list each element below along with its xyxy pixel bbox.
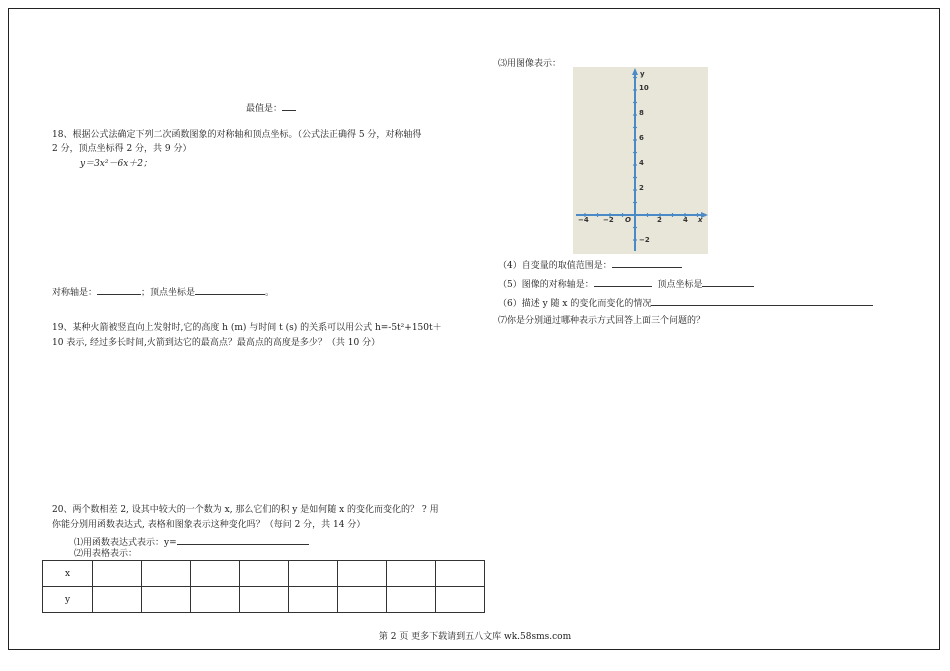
y-axis-arrow-icon — [632, 68, 638, 75]
q18-vertex-blank[interactable] — [195, 285, 265, 295]
table-row — [43, 561, 485, 587]
y-tick-label: 2 — [639, 184, 644, 192]
graph-svg — [573, 67, 708, 254]
y-tick-label: 4 — [639, 159, 644, 167]
x-tick-label: 2 — [657, 216, 662, 224]
q18-text-line2: 2 分，顶点坐标得 2 分，共 9 分） — [52, 144, 192, 154]
q20-sub6-blank[interactable] — [651, 296, 873, 306]
q20-sub5-vertex-blank[interactable] — [702, 277, 754, 287]
y-tick-label: −2 — [639, 236, 650, 244]
x-tick-label: −4 — [578, 216, 589, 224]
q20-sub4-line — [498, 258, 682, 272]
q20-text-line1: 20、两个数相差 2, 设其中较大的一个数为 x, 那么它们的积 y 是如何随 x 的变化而变化的？ ? 用 — [52, 505, 439, 515]
table-header-x: x — [43, 561, 93, 587]
q18-formula: y＝3x²－6x＋2； — [80, 159, 153, 169]
table-cell[interactable] — [338, 587, 387, 613]
table-cell[interactable] — [436, 561, 485, 587]
q20-sub7-label: ⑺你是分别通过哪种表示方式回答上面三个问题的？ — [498, 316, 706, 326]
q18-text-line1: 18、根据公式法确定下列二次函数图象的对称轴和顶点坐标。（公式法正确得 5 分，对称轴得 — [52, 130, 422, 140]
table-cell[interactable] — [142, 561, 191, 587]
q20-sub1-line — [74, 535, 309, 549]
q20-sub5-axis-blank[interactable] — [594, 277, 652, 287]
table-cell[interactable] — [387, 587, 436, 613]
y-tick-label: 6 — [639, 134, 644, 142]
q20-text-line2: 你能分别用函数表达式, 表格和图象表示这种变化吗？（每问 2 分，共 14 分） — [52, 520, 366, 530]
q19-text-line2: 10 表示, 经过多长时间,火箭到达它的最高点？最高点的高度是多少？（共 10 分） — [52, 338, 381, 348]
coordinate-graph[interactable] — [573, 67, 708, 254]
table-header-y: y — [43, 587, 93, 613]
table-cell[interactable] — [142, 587, 191, 613]
table-cell[interactable] — [93, 587, 142, 613]
table-cell[interactable] — [289, 561, 338, 587]
q20-sub3-label: ⑶用图像表示： — [498, 59, 562, 69]
table-cell[interactable] — [387, 561, 436, 587]
page-footer: 第 2 页 更多下载请到五八文库 wk.58sms.com — [378, 632, 572, 642]
y-tick-label: 8 — [639, 109, 644, 117]
table-cell[interactable] — [436, 587, 485, 613]
q20-sub4-blank[interactable] — [612, 258, 682, 268]
q20-sub1-label: ⑴用函数表达式表示：y= — [74, 538, 177, 548]
table-cell[interactable] — [289, 587, 338, 613]
x-axis-label: x — [698, 216, 703, 224]
q18-end-mark: 。 — [265, 288, 275, 298]
table-row — [43, 587, 485, 613]
q20-sub5-axis-label: （5）图像的对称轴是： — [498, 280, 594, 290]
max-value-label: 最值是： — [246, 104, 283, 114]
q18-answer-line — [52, 285, 274, 299]
q20-sub1-blank[interactable] — [177, 535, 309, 545]
q19-text-line1: 19、某种火箭被竖直向上发射时,它的高度 h (m) 与时间 t (s) 的关系可以用公式 h=-5t²+150t＋ — [52, 323, 442, 333]
max-value-blank[interactable] — [282, 101, 296, 111]
q20-sub2-label: ⑵用表格表示： — [74, 549, 138, 559]
value-table — [42, 560, 485, 613]
table-cell[interactable] — [240, 561, 289, 587]
table-cell[interactable] — [191, 561, 240, 587]
q20-sub5-line — [498, 277, 754, 291]
table-cell[interactable] — [191, 587, 240, 613]
q20-sub6-label: （6）描述 y 随 x 的变化而变化的情况 — [498, 299, 652, 309]
y-axis-label: y — [640, 70, 645, 78]
q20-sub6-line — [498, 296, 873, 310]
table-cell[interactable] — [93, 561, 142, 587]
max-value-line — [246, 101, 296, 115]
y-tick-label: 10 — [639, 84, 649, 92]
q18-axis-label: 对称轴是： — [52, 288, 98, 298]
q18-axis-blank[interactable] — [97, 285, 141, 295]
table-cell[interactable] — [338, 561, 387, 587]
q20-sub5-vertex-label: 顶点坐标是 — [657, 280, 703, 290]
origin-label: O — [625, 216, 631, 224]
x-tick-label: 4 — [683, 216, 688, 224]
q20-sub4-label: （4）自变量的取值范围是： — [498, 261, 612, 271]
table-cell[interactable] — [240, 587, 289, 613]
x-tick-label: −2 — [603, 216, 614, 224]
q18-vertex-label: ；顶点坐标是 — [141, 288, 196, 298]
